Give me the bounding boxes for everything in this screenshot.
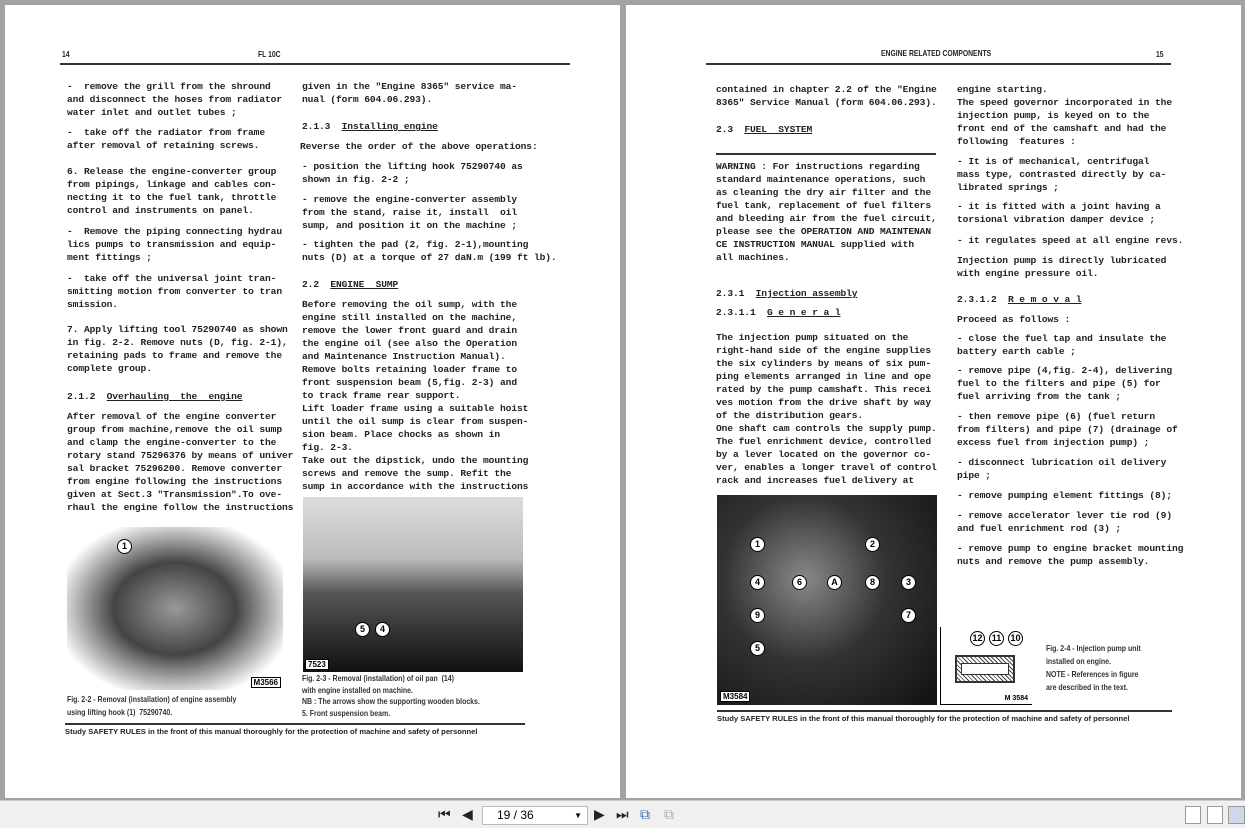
callout: 7 bbox=[901, 608, 916, 623]
figure-2-2-photo bbox=[67, 527, 283, 690]
paragraph: - remove pumping element fittings (8); bbox=[957, 490, 1172, 501]
paragraph: engine starting. The speed governor incorporated in the injection pump, is keyed on to the front end of the camshaft and had the following features : bbox=[957, 84, 1172, 147]
paragraph: - tighten the pad (2, fig. 2-1),mounting nuts (D) at a torque of 27 daN.m (199 ft lb). bbox=[302, 239, 557, 263]
paragraph: - Remove the piping connecting hydrau lics pumps to transmission and equip- ment fittings ; bbox=[67, 226, 282, 263]
page-indicator: 19 / 36 bbox=[497, 808, 534, 822]
callout: A bbox=[827, 575, 842, 590]
callout: 4 bbox=[375, 622, 390, 637]
paragraph: - it is fitted with a joint having a torsional vibration damper device ; bbox=[957, 201, 1161, 225]
callout: 6 bbox=[792, 575, 807, 590]
first-page-icon[interactable]: ⏮ bbox=[438, 807, 451, 823]
section-heading: 2.1.3 Installing engine bbox=[302, 121, 438, 132]
header-rule bbox=[706, 63, 1171, 65]
figure-tag: M3584 bbox=[720, 691, 750, 702]
pdf-page-15 bbox=[626, 5, 1241, 798]
paragraph: - remove pipe (4,fig. 2-4), delivering fuel to the filters and pipe (5) for fuel arriving from the tank ; bbox=[957, 365, 1172, 402]
paragraph: - take off the universal joint tran- smitting motion from converter to tran smission. bbox=[67, 273, 282, 310]
paragraph: Proceed as follows : bbox=[957, 314, 1071, 325]
callout: 3 bbox=[901, 575, 916, 590]
section-heading: 2.3 FUEL SYSTEM bbox=[716, 124, 813, 135]
paragraph: - remove the grill from the shround and disconnect the hoses from radiator water inlet and outlet tubes ; bbox=[67, 81, 282, 118]
footer-text: Study SAFETY RULES in the front of this manual thoroughly for the protection of machine and safety of personnel bbox=[65, 727, 478, 736]
next-page-icon[interactable]: ▶ bbox=[594, 807, 605, 823]
paragraph: given in the "Engine 8365" service ma- nual (form 604.06.293). bbox=[302, 81, 517, 105]
page-number: 15 bbox=[1156, 49, 1164, 59]
paragraph: - close the fuel tap and insulate the battery earth cable ; bbox=[957, 333, 1167, 357]
paragraph: - position the lifting hook 75290740 as shown in fig. 2-2 ; bbox=[302, 161, 523, 185]
paragraph: Reverse the order of the above operations: bbox=[300, 141, 538, 152]
section-heading: 2.3.1 Injection assembly bbox=[716, 288, 858, 299]
paragraph: 7. Apply lifting tool 75290740 as shown in fig. 2-2. Remove nuts (D, fig. 2-1), retaining pads to frame and remove the complete group. bbox=[67, 324, 288, 374]
paragraph: Before removing the oil sump, with the engine still installed on the machine, remove the lower front guard and drain the engine oil (see also the Operation and Maintenance Instruction Manual). Remove bolts retaining loader frame to front suspension beam (5,fig. 2-3) and to track frame rear support. Lift loader frame using a suitable hoist until the oil sump is clear from suspen- sion beam. Place chocks as shown in fig. 2-3. Take out the dipstick, undo the mounting screws and remove the sump. Refit the sump in accordance with the instructions bbox=[302, 299, 529, 492]
callout: 1 bbox=[117, 539, 132, 554]
paragraph: Injection pump is directly lubricated with engine pressure oil. bbox=[957, 255, 1167, 279]
callout: 1 bbox=[750, 537, 765, 552]
callout: 11 bbox=[989, 631, 1004, 646]
paragraph: - take off the radiator from frame after removal of retaining screws. bbox=[67, 127, 266, 151]
callout: 5 bbox=[355, 622, 370, 637]
page-selector[interactable] bbox=[482, 806, 588, 825]
figure-caption: Fig. 2-2 - Removal (installation) of engine assembly using lifting hook (1) 75290740. bbox=[67, 695, 237, 717]
callout: 4 bbox=[750, 575, 765, 590]
figure-caption: Fig. 2-4 - Injection pump unit installed on engine. NOTE - References in figure are described in the text. bbox=[1046, 644, 1141, 692]
callout: 8 bbox=[865, 575, 880, 590]
two-page-view-icon[interactable] bbox=[1228, 806, 1245, 824]
previous-page-icon[interactable]: ◀ bbox=[462, 807, 473, 823]
paragraph: - remove pump to engine bracket mounting nuts and remove the pump assembly. bbox=[957, 543, 1184, 567]
figure-tag: 7523 bbox=[305, 659, 329, 670]
footer-text: Study SAFETY RULES in the front of this manual thoroughly for the protection of machine and safety of personnel bbox=[717, 714, 1130, 723]
paragraph: contained in chapter 2.2 of the "Engine 8365" Service Manual (form 604.06.293). bbox=[716, 84, 937, 108]
fit-page-icon[interactable]: ⧉ bbox=[640, 807, 650, 823]
header-rule bbox=[60, 63, 570, 65]
section-heading: 2.2 ENGINE SUMP bbox=[302, 279, 399, 290]
callout: 10 bbox=[1008, 631, 1023, 646]
callout: 12 bbox=[970, 631, 985, 646]
paragraph: - remove the engine-converter assembly from the stand, raise it, install oil sump, and position it on the machine ; bbox=[302, 194, 517, 231]
callout: 2 bbox=[865, 537, 880, 552]
continuous-view-icon[interactable] bbox=[1207, 806, 1223, 824]
warning-text: WARNING : For instructions regarding standard maintenance operations, such as cleaning the dry air filter and the fuel tank, replacement of fuel filters and bleeding air from the fuel circuit, please see the OPERATION AND MAINTENAN CE INSTRUCTION MANUAL supplied with all machines. bbox=[716, 161, 937, 263]
viewer-toolbar bbox=[0, 800, 1245, 828]
paragraph: - remove accelerator lever tie rod (9) and fuel enrichment rod (3) ; bbox=[957, 510, 1172, 534]
paragraph: - disconnect lubrication oil delivery pipe ; bbox=[957, 457, 1167, 481]
paragraph: - then remove pipe (6) (fuel return from filters) and pipe (7) (drainage of excess fuel from injection pump) ; bbox=[957, 411, 1178, 448]
section-heading: 2.1.2 Overhauling the engine bbox=[67, 391, 243, 402]
figure-caption: Fig. 2-3 - Removal (installation) of oil pan (14) with engine installed on machine. NB : The arrows show the supporting wooden blocks. 5. Front suspension beam. bbox=[302, 674, 480, 718]
fit-width-icon[interactable]: ⧉ bbox=[664, 807, 674, 823]
warning-rule bbox=[716, 153, 936, 155]
figure-2-3-photo bbox=[303, 497, 523, 672]
chevron-down-icon: ▼ bbox=[574, 811, 582, 820]
footer-rule bbox=[717, 710, 1172, 712]
callout: 9 bbox=[750, 608, 765, 623]
paragraph: 6. Release the engine-converter group from pipings, linkage and cables con- necting it to the fuel tank, throttle control and instruments on panel. bbox=[67, 166, 277, 216]
header-title: FL 10C bbox=[258, 49, 281, 59]
last-page-icon[interactable]: ⏭ bbox=[616, 807, 629, 823]
single-page-view-icon[interactable] bbox=[1185, 806, 1201, 824]
paragraph: The injection pump situated on the right-hand side of the engine supplies the six cylinders by means of six pum- ping elements arranged in line and ope rated by the pump camshaft. This recei ves motion from the drive shaft by way of the distribution gears. One shaft cam controls the supply pump. The fuel enrichment device, controlled by a lever located on the governor co- ver, enables a longer travel of control rack and increases fuel delivery at bbox=[716, 332, 937, 486]
pdf-page-14 bbox=[5, 5, 620, 798]
paragraph: After removal of the engine converter group from machine,remove the oil sump and clamp the engine-converter to the rotary stand 75296376 by means of univer sal bracket 75296200. Remove converter from engine following the instructions given at Sect.3 "Transmission".To ove- rhaul the engine follow the instructions bbox=[67, 411, 294, 513]
page-number: 14 bbox=[62, 49, 70, 59]
paragraph: - it regulates speed at all engine revs. bbox=[957, 235, 1184, 246]
paragraph: - It is of mechanical, centrifugal mass type, contrasted directly by ca- librated springs ; bbox=[957, 156, 1167, 193]
section-heading: 2.3.1.1 G e n e r a l bbox=[716, 307, 841, 318]
figure-2-4-photo bbox=[717, 495, 937, 705]
footer-rule bbox=[65, 723, 525, 725]
figure-2-4-inset bbox=[940, 627, 1032, 705]
section-heading: 2.3.1.2 R e m o v a l bbox=[957, 294, 1082, 305]
callout: 5 bbox=[750, 641, 765, 656]
header-title: ENGINE RELATED COMPONENTS bbox=[881, 48, 992, 58]
figure-tag: M3566 bbox=[251, 677, 281, 688]
inset-tag: M 3584 bbox=[1004, 695, 1028, 702]
